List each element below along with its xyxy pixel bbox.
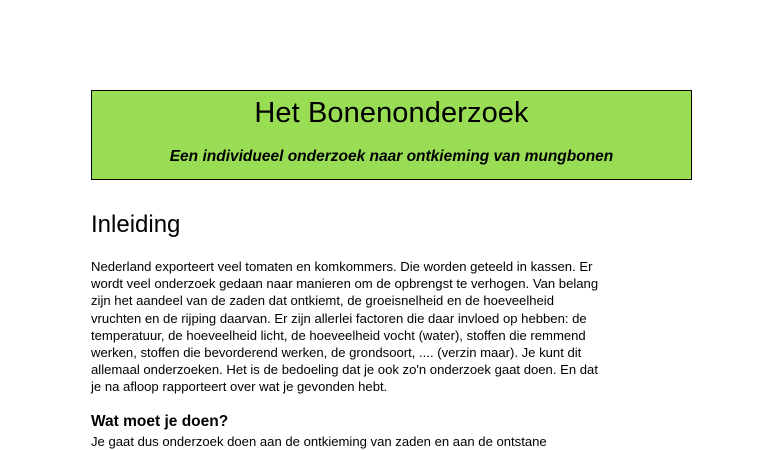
document-title: Het Bonenonderzoek <box>254 97 529 129</box>
title-box <box>91 90 692 180</box>
intro-line: werken, stoffen die bevorderend werken, de grondsoort, .... (verzin maar). Je kunt dit <box>91 345 582 361</box>
intro-line: zijn het aandeel van de zaden dat ontkiemt, de groeisnelheid en de hoeveelheid <box>91 293 554 309</box>
section-heading-inleiding: Inleiding <box>91 211 181 238</box>
document-subtitle: Een individueel onderzoek naar ontkieming van mungbonen <box>169 148 614 165</box>
truncated-paragraph-line: Je gaat dus onderzoek doen aan de ontkieming van zaden en aan de ontstane <box>91 434 547 449</box>
intro-line: allemaal onderzoeken. Het is de bedoeling dat je ook zo'n onderzoek gaat doen. En dat <box>91 362 598 378</box>
subheading-wat-moet-je-doen: Wat moet je doen? <box>91 413 229 430</box>
intro-line: Nederland exporteert veel tomaten en komkommers. Die worden geteeld in kassen. Er <box>91 259 593 274</box>
intro-line: wordt veel onderzoek gedaan naar manieren om de opbrengst te verhogen. Van belang <box>91 276 599 292</box>
intro-line: je na afloop rapporteert over wat je gevonden hebt. <box>91 379 388 395</box>
intro-line: temperatuur, de hoeveelheid licht, de hoeveelheid vocht (water), stoffen die remmend <box>91 327 586 343</box>
intro-paragraph <box>91 258 691 396</box>
intro-line: vruchten en de rijping daarvan. Er zijn allerlei factoren die daar invloed op hebben: de <box>91 310 587 326</box>
